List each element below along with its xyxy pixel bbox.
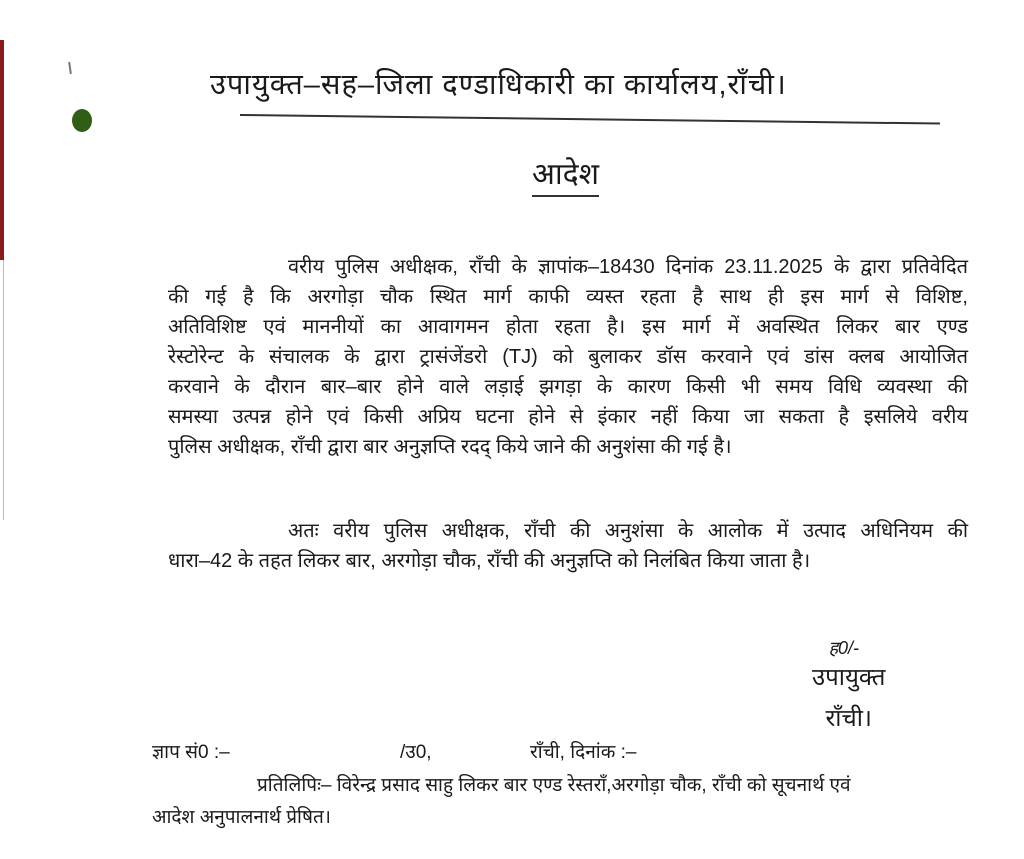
paragraph-line: समस्या उत्पन्न होने एवं किसी अप्रिय घटना होने से इंकार नहीं किया जा सकता है इसलिये वरीय [168,406,968,428]
paragraph-line: अतिविशिष्ट एवं माननीयों का आवागमन होता रहता है। इस मार्ग में अवस्थित लिकर बार एण्ड [168,316,968,338]
red-page-edge [0,40,4,260]
order-heading: आदेश [532,152,599,197]
paragraph-line: अतः वरीय पुलिस अधीक्षक, राँची की अनुशंसा के आलोक में उत्पाद अधिनियम की [288,520,968,542]
paragraph-line: वरीय पुलिस अधीक्षक, राँची के ज्ञापांक–18430 दिनांक 23.11.2025 के द्वारा प्रतिवेदित [288,256,968,278]
paragraph-1 [168,252,968,462]
paragraph-line: करवाने के दौरान बार–बार होने वाले लड़ाई झगड़ा के कारण किसी भी समय विधि व्यवस्था की [168,376,968,398]
signatory-title: उपायुक्त [812,664,886,691]
paragraph-line: की गई है कि अरगोड़ा चौक स्थित मार्ग काफी व्यस्त रहता है साथ ही इस मार्ग से विशिष्ट, [168,286,968,308]
paragraph-2 [168,516,968,576]
signatory-place: राँची। [825,705,873,732]
paragraph-line: पुलिस अधीक्षक, राँची द्वारा बार अनुज्ञप्ति रदद् किये जाने की अनुशंसा की गई है। [168,436,732,458]
title-underline [240,114,940,125]
green-dot-mark [72,109,92,132]
paragraph-line: धारा–42 के तहत लिकर बार, अरगोड़ा चौक, राँची की अनुज्ञप्ति को निलंबित किया जाता है। [168,550,811,572]
paragraph-line: रेस्टोरेन्ट के संचालक के द्वारा ट्रासंजेंडरो (TJ) को बुलाकर डॉस करवाने एवं डांस क्लब आयोजित [168,346,968,368]
memo-number-label: ज्ञाप सं0 :– [152,742,230,763]
office-title: उपायुक्त–सह–जिला दण्डाधिकारी का कार्यालय,राँची। [210,69,787,101]
page-edge-line [3,260,4,520]
memo-place-date: राँची, दिनांक :– [530,742,637,763]
pen-mark [68,62,72,74]
signature-block [812,636,885,734]
copy-line: आदेश अनुपालनार्थ प्रेषित। [152,807,331,828]
signature-scribble: ह0/- [828,638,860,658]
copy-to-paragraph [152,770,942,834]
memo-section: /उ0, [400,742,432,763]
copy-line: प्रतिलिपिः– विरेन्द्र प्रसाद साहु लिकर बार एण्ड रेस्तराँ,अरगोड़ा चौक, राँची को सूचनार्थ एवं [257,775,851,796]
